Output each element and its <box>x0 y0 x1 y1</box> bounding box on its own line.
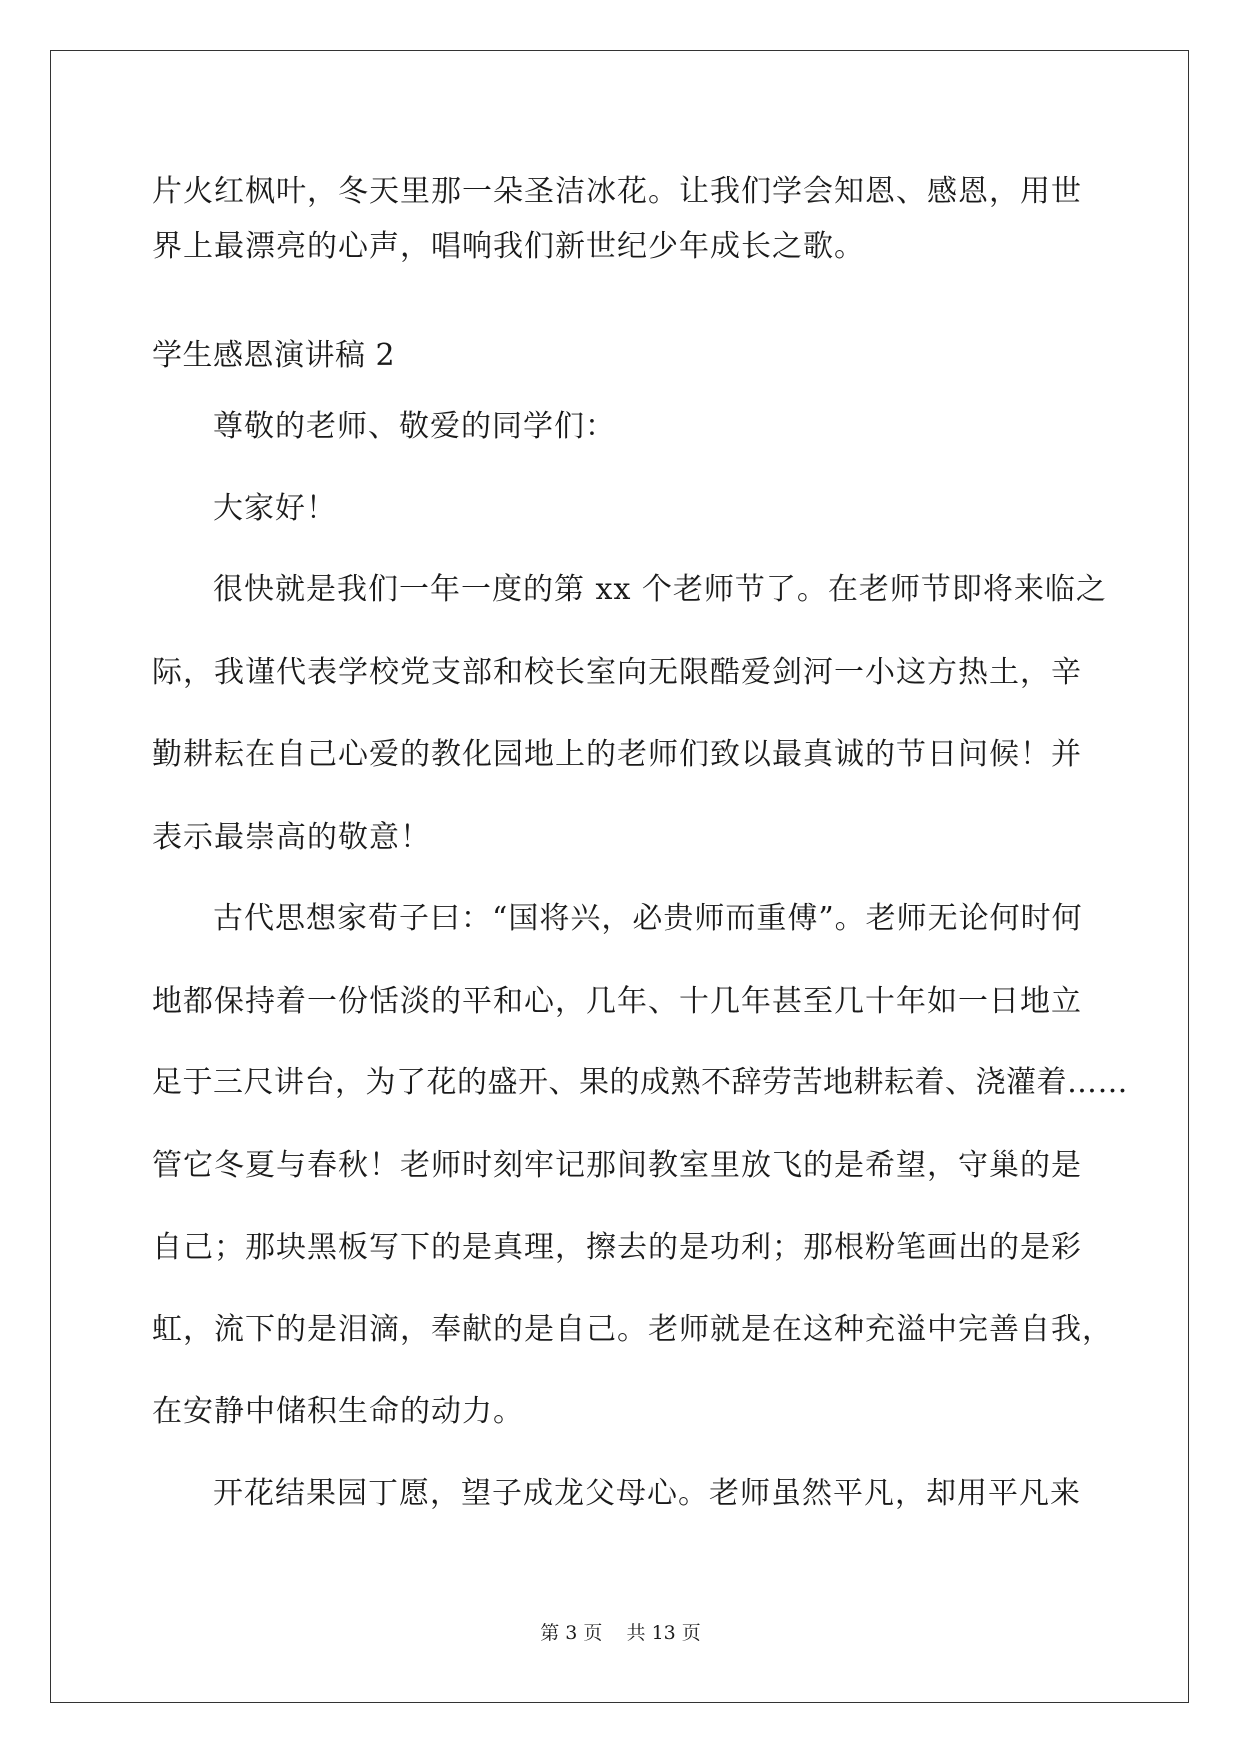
body-text-line: 足于三尺讲台，为了花的盛开、果的成熟不辞劳苦地耕耘着、浇灌着…… <box>152 1065 1128 1100</box>
body-text-line: 管它冬夏与春秋！老师时刻牢记那间教室里放飞的是希望，守巢的是 <box>152 1148 1082 1183</box>
body-text-line: 自己；那块黑板写下的是真理，擦去的是功利；那根粉笔画出的是彩 <box>152 1230 1082 1265</box>
body-text-line: 在安静中储积生命的动力。 <box>152 1394 524 1429</box>
body-text-line: 界上最漂亮的心声，唱响我们新世纪少年成长之歌。 <box>152 229 865 264</box>
greeting: 大家好！ <box>213 491 337 526</box>
page-border <box>50 50 1189 1703</box>
body-text-line: 片火红枫叶，冬天里那一朵圣洁冰花。让我们学会知恩、感恩，用世 <box>152 174 1082 209</box>
body-text-line: 开花结果园丁愿，望子成龙父母心。老师虽然平凡，却用平凡来 <box>213 1476 1081 1511</box>
body-text-line: 古代思想家荀子曰：“国将兴，必贵师而重傅”。老师无论何时何 <box>213 901 1083 936</box>
body-text-line: 表示最崇高的敬意！ <box>152 820 431 855</box>
page-footer: 第 3 页 共 13 页 <box>540 1622 701 1644</box>
section-heading: 学生感恩演讲稿 2 <box>152 338 396 373</box>
body-text-line: 际，我谨代表学校党支部和校长室向无限酷爱剑河一小这方热土，辛 <box>152 655 1082 690</box>
body-text-line: 勤耕耘在自己心爱的教化园地上的老师们致以最真诚的节日问候！并 <box>152 737 1082 772</box>
body-text-line: 虹，流下的是泪滴，奉献的是自己。老师就是在这种充溢中完善自我， <box>152 1312 1113 1347</box>
salutation: 尊敬的老师、敬爱的同学们： <box>213 409 616 444</box>
body-text-line: 很快就是我们一年一度的第 xx 个老师节了。在老师节即将来临之 <box>213 572 1107 607</box>
body-text-line: 地都保持着一份恬淡的平和心，几年、十几年甚至几十年如一日地立 <box>152 984 1082 1019</box>
